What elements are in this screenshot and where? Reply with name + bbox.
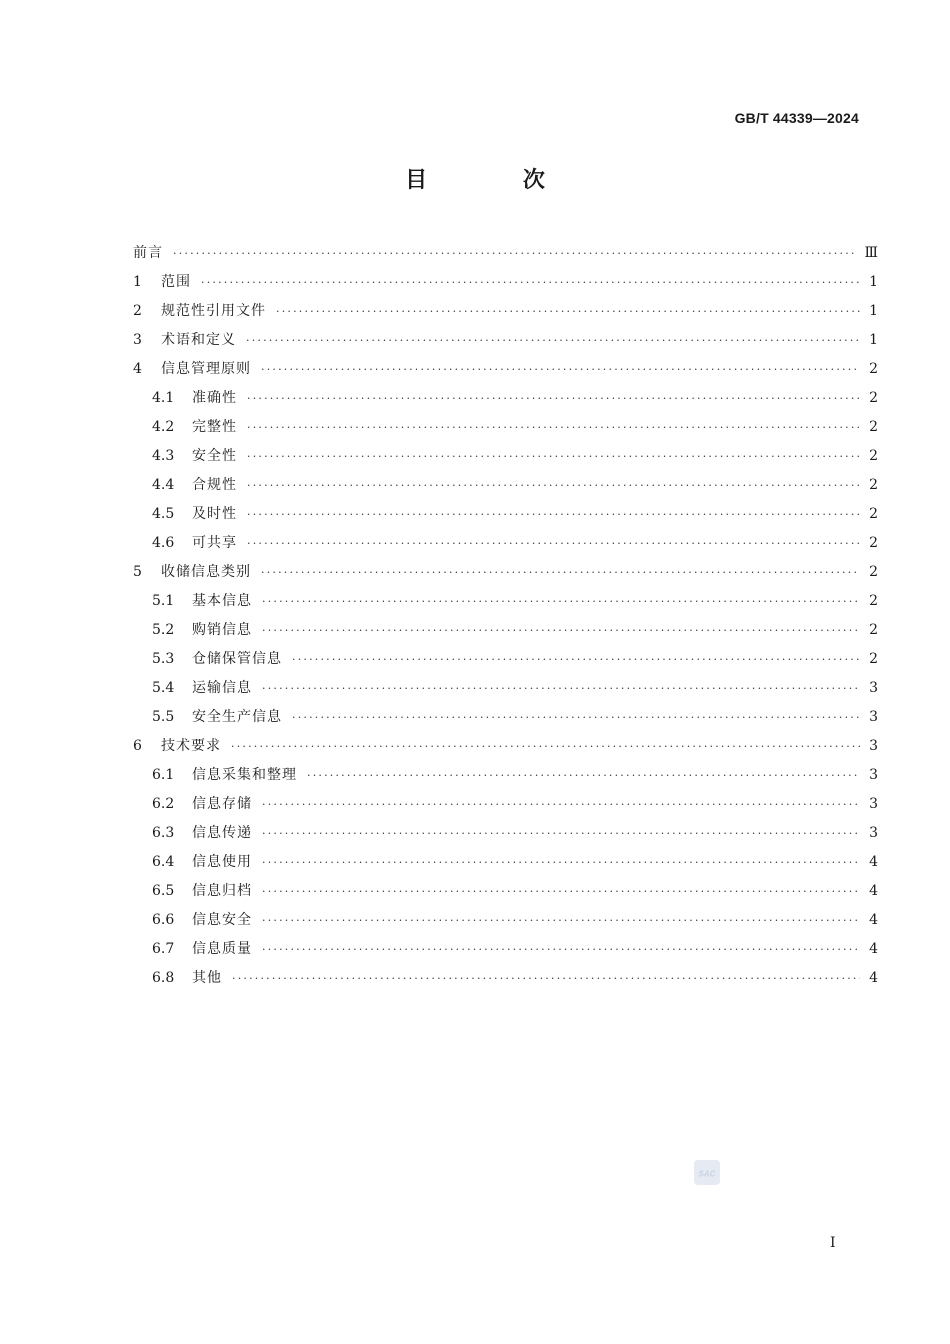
toc-dot-leader xyxy=(247,384,860,413)
toc-entry-number: 6.8 xyxy=(152,970,175,986)
toc-entry-number: 1 xyxy=(133,274,142,290)
toc-entry[interactable] xyxy=(133,384,878,413)
toc-entry-number: 5.1 xyxy=(152,593,175,609)
toc-entry-page: 4 xyxy=(869,883,878,899)
toc-entry-label: 规范性引用文件 xyxy=(161,303,266,319)
toc-entry[interactable] xyxy=(133,674,878,703)
toc-entry-page: 4 xyxy=(869,941,878,957)
toc-entry[interactable] xyxy=(133,442,878,471)
toc-entry-label: 安全生产信息 xyxy=(192,709,282,725)
toc-dot-leader xyxy=(201,268,860,297)
toc-entry-label: 基本信息 xyxy=(192,593,252,609)
toc-entry[interactable] xyxy=(133,645,878,674)
toc-entry-number: 4 xyxy=(133,361,142,377)
toc-entry[interactable] xyxy=(133,616,878,645)
toc-entry-page: 2 xyxy=(869,593,878,609)
toc-dot-leader xyxy=(246,326,860,355)
page-title: 目 次 xyxy=(405,168,589,193)
toc-entry-label: 信息质量 xyxy=(192,941,252,957)
toc-entry-number: 5 xyxy=(133,564,142,580)
toc-dot-leader xyxy=(231,732,860,761)
toc-entry-number: 5.3 xyxy=(152,651,175,667)
toc-entry-label: 术语和定义 xyxy=(161,332,236,348)
toc-dot-leader xyxy=(261,355,860,384)
toc-entry[interactable] xyxy=(133,906,878,935)
toc-entry-label: 仓储保管信息 xyxy=(192,651,282,667)
standard-number: GB/T 44339—2024 xyxy=(734,110,859,126)
toc-dot-leader xyxy=(262,819,860,848)
toc-entry-number: 3 xyxy=(133,332,142,348)
toc-entry-page: 2 xyxy=(869,448,878,464)
toc-entry-number: 6.3 xyxy=(152,825,175,841)
toc-entry-page: 2 xyxy=(869,477,878,493)
toc-dot-leader xyxy=(262,587,860,616)
toc-entry[interactable] xyxy=(133,529,878,558)
toc-entry-page: 3 xyxy=(869,680,878,696)
toc-dot-leader xyxy=(262,674,860,703)
toc-dot-leader xyxy=(292,645,860,674)
toc-entry-label: 信息管理原则 xyxy=(161,361,251,377)
toc-dot-leader xyxy=(307,761,860,790)
toc-entry-label: 合规性 xyxy=(192,477,237,493)
toc-entry-page: 4 xyxy=(869,854,878,870)
toc-entry-page: 2 xyxy=(869,622,878,638)
toc-entry-label: 安全性 xyxy=(192,448,237,464)
toc-entry[interactable] xyxy=(133,935,878,964)
toc-dot-leader xyxy=(247,500,860,529)
toc-entry-page: 3 xyxy=(869,796,878,812)
toc-entry-number: 4.3 xyxy=(152,448,175,464)
toc-entry-number: 6.2 xyxy=(152,796,175,812)
toc-entry-label: 可共享 xyxy=(192,535,237,551)
sac-watermark-logo xyxy=(694,1160,720,1185)
toc-entry-page: 2 xyxy=(869,361,878,377)
toc-entry-number: 4.1 xyxy=(152,390,175,406)
toc-entry-page: 3 xyxy=(869,767,878,783)
toc-entry[interactable] xyxy=(133,587,878,616)
toc-entry-page: 2 xyxy=(869,564,878,580)
toc-dot-leader xyxy=(261,558,860,587)
toc-entry-page: 2 xyxy=(869,651,878,667)
toc-entry[interactable] xyxy=(133,268,878,297)
toc-entry-label: 信息安全 xyxy=(192,912,252,928)
toc-entry[interactable] xyxy=(133,703,878,732)
toc-entry-page: 3 xyxy=(869,738,878,754)
toc-entry-label: 收储信息类别 xyxy=(161,564,251,580)
toc-entry-page: 1 xyxy=(869,303,878,319)
toc-entry[interactable] xyxy=(133,790,878,819)
toc-entry-number: 5.4 xyxy=(152,680,175,696)
toc-entry-page: 2 xyxy=(869,506,878,522)
toc-entry-number: 4.2 xyxy=(152,419,175,435)
toc-entry[interactable] xyxy=(133,877,878,906)
toc-dot-leader xyxy=(247,471,860,500)
toc-entry-number: 6.1 xyxy=(152,767,175,783)
toc-entry-label: 及时性 xyxy=(192,506,237,522)
toc-entry-number: 5.5 xyxy=(152,709,175,725)
toc-entry-label: 信息采集和整理 xyxy=(192,767,297,783)
toc-entry[interactable] xyxy=(133,355,878,384)
toc-entry-number: 4.5 xyxy=(152,506,175,522)
toc-entry-label: 信息使用 xyxy=(192,854,252,870)
toc-dot-leader xyxy=(276,297,860,326)
toc-dot-leader xyxy=(262,906,860,935)
toc-entry-label: 前言 xyxy=(133,245,163,261)
toc-entry-number: 6.5 xyxy=(152,883,175,899)
toc-entry-page: 2 xyxy=(869,535,878,551)
toc-dot-leader xyxy=(262,935,860,964)
toc-entry-page: 4 xyxy=(869,912,878,928)
toc-entry-label: 技术要求 xyxy=(161,738,221,754)
toc-dot-leader xyxy=(173,239,856,268)
toc-dot-leader xyxy=(262,790,860,819)
toc-entry-number: 6.7 xyxy=(152,941,175,957)
toc-entry[interactable] xyxy=(133,326,878,355)
toc-dot-leader xyxy=(262,877,860,906)
toc-entry-number: 2 xyxy=(133,303,142,319)
toc-entry-label: 运输信息 xyxy=(192,680,252,696)
toc-entry[interactable] xyxy=(133,239,878,268)
toc-dot-leader xyxy=(262,616,860,645)
toc-entry[interactable] xyxy=(133,761,878,790)
toc-entry-page: 1 xyxy=(869,274,878,290)
toc-entry-label: 信息归档 xyxy=(192,883,252,899)
toc-entry[interactable] xyxy=(133,819,878,848)
toc-entry[interactable] xyxy=(133,413,878,442)
toc-entry-label: 范围 xyxy=(161,274,191,290)
toc-entry-page: 3 xyxy=(869,709,878,725)
toc-entry-label: 完整性 xyxy=(192,419,237,435)
toc-entry-label: 其他 xyxy=(192,970,222,986)
toc-entry-page: 4 xyxy=(869,970,878,986)
toc-entry-page: 2 xyxy=(869,390,878,406)
toc-entry[interactable] xyxy=(133,732,878,761)
table-of-contents xyxy=(133,239,878,993)
toc-entry-number: 5.2 xyxy=(152,622,175,638)
toc-entry-label: 信息传递 xyxy=(192,825,252,841)
toc-entry[interactable] xyxy=(133,500,878,529)
toc-entry-page: 1 xyxy=(869,332,878,348)
toc-entry[interactable] xyxy=(133,297,878,326)
toc-entry-label: 信息存储 xyxy=(192,796,252,812)
toc-entry[interactable] xyxy=(133,964,878,993)
toc-entry-number: 6.4 xyxy=(152,854,175,870)
toc-entry-number: 6 xyxy=(133,738,142,754)
toc-entry-number: 6.6 xyxy=(152,912,175,928)
sac-logo-text: SAC xyxy=(698,1169,716,1178)
toc-entry-page: Ⅲ xyxy=(864,245,878,261)
sac-logo-icon xyxy=(696,1166,718,1180)
toc-entry-label: 购销信息 xyxy=(192,622,252,638)
toc-entry[interactable] xyxy=(133,558,878,587)
footer-page-number: I xyxy=(830,1235,836,1251)
toc-entry-page: 3 xyxy=(869,825,878,841)
toc-dot-leader xyxy=(262,848,860,877)
toc-entry-number: 4.6 xyxy=(152,535,175,551)
toc-dot-leader xyxy=(292,703,860,732)
toc-dot-leader xyxy=(232,964,860,993)
toc-entry-label: 准确性 xyxy=(192,390,237,406)
toc-entry[interactable] xyxy=(133,848,878,877)
toc-dot-leader xyxy=(247,529,860,558)
toc-dot-leader xyxy=(247,442,860,471)
toc-entry-page: 2 xyxy=(869,419,878,435)
toc-entry[interactable] xyxy=(133,471,878,500)
toc-entry-number: 4.4 xyxy=(152,477,175,493)
toc-dot-leader xyxy=(247,413,860,442)
